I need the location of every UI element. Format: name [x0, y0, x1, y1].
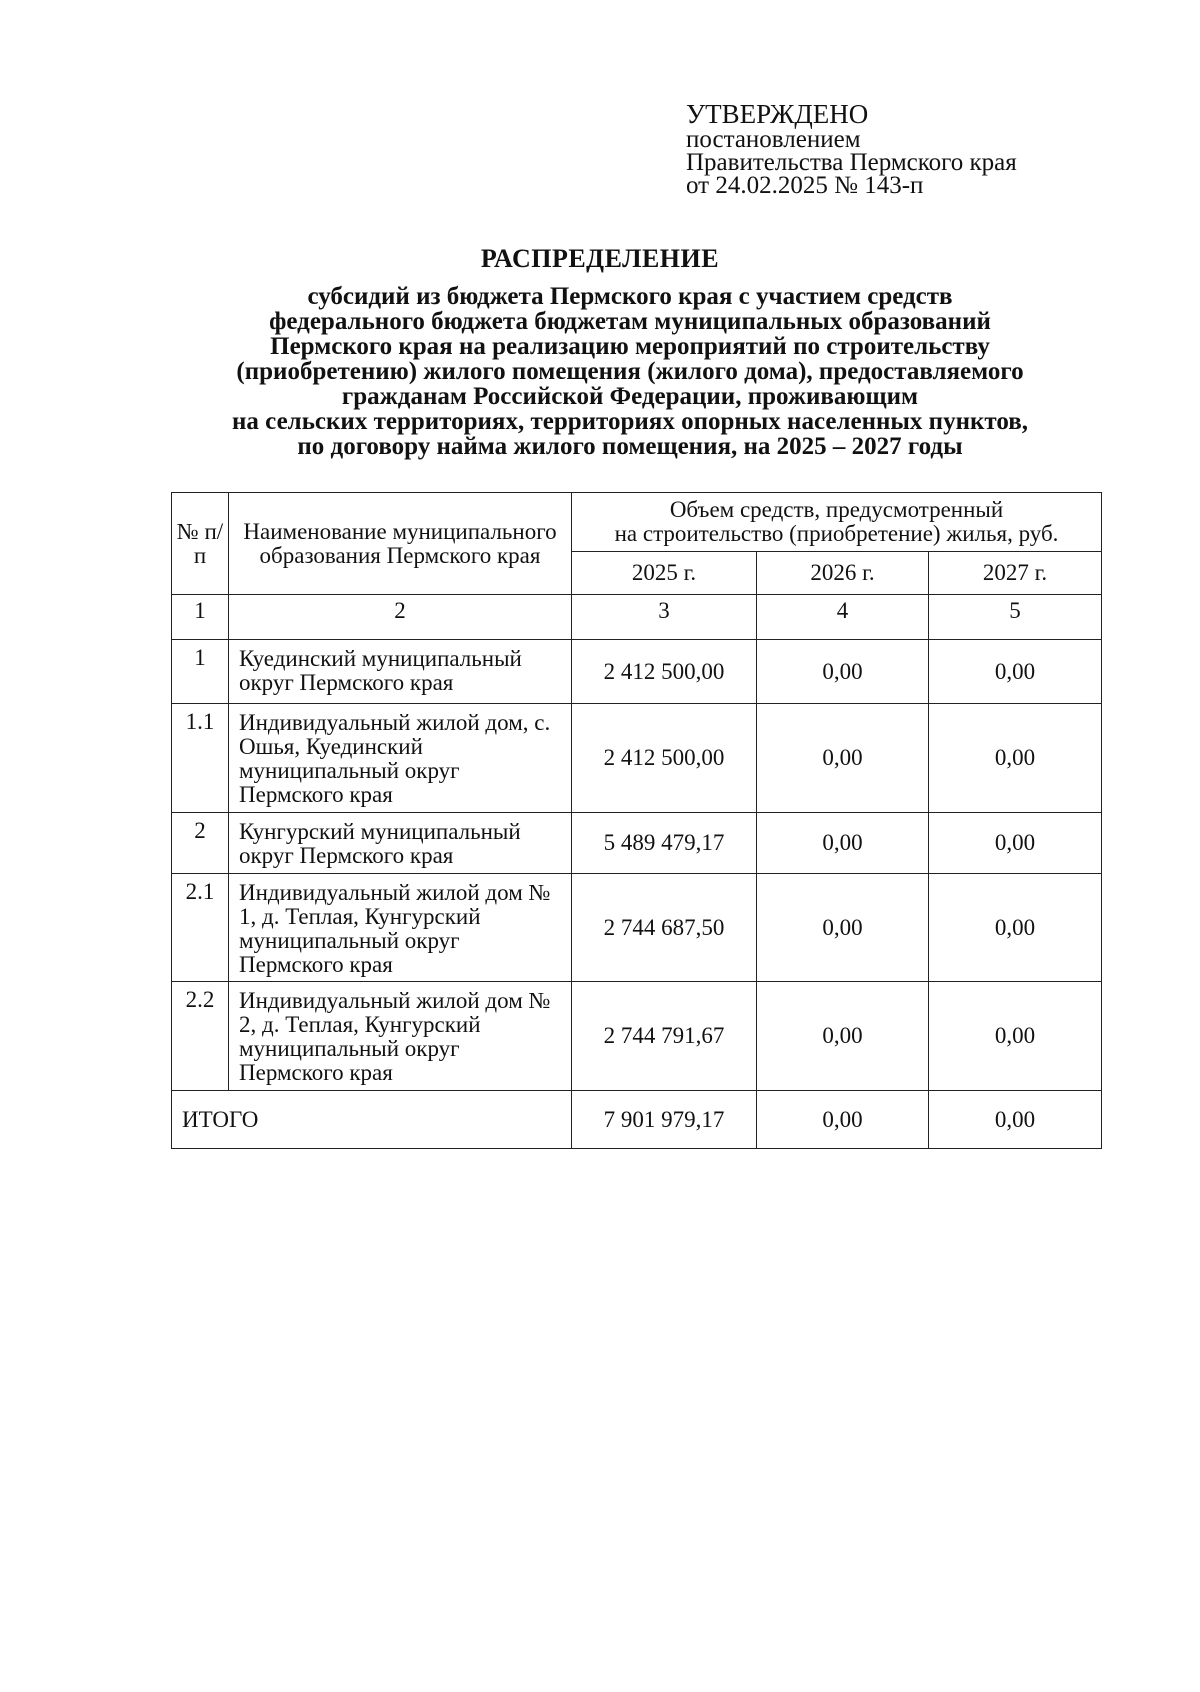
row-value-2025: 2 412 500,00 — [572, 704, 757, 813]
row-name: Кунгурский муниципальный округ Пермского края — [229, 813, 572, 874]
header-year-2026: 2026 г. — [757, 552, 929, 595]
table-row — [172, 640, 1102, 704]
row-value-2026: 0,00 — [757, 982, 929, 1091]
header-volume-line-2: на строительство (приобретение) жилья, руб. — [614, 521, 1059, 546]
document-title: РАСПРЕДЕЛЕНИЕ — [480, 244, 720, 273]
document-subtitle — [160, 284, 1100, 459]
row-value-2025: 2 744 687,50 — [572, 874, 757, 982]
row-number: 1.1 — [172, 704, 229, 813]
subtitle-line: на сельских территориях, территориях опорных населенных пунктов, — [232, 408, 1028, 435]
column-index: 4 — [757, 595, 929, 640]
row-number: 2.2 — [172, 982, 229, 1091]
header-volume-line-1: Объем средств, предусмотренный — [669, 497, 1004, 522]
header-volume — [572, 493, 1102, 552]
row-value-2026: 0,00 — [757, 704, 929, 813]
column-index-row — [172, 595, 1102, 640]
table-row — [172, 704, 1102, 813]
distribution-table — [171, 492, 1102, 1149]
table-row — [172, 874, 1102, 982]
subtitle-line: гражданам Российской Федерации, проживающим — [341, 383, 919, 410]
approval-line-4: от 24.02.2025 № 143-п — [686, 172, 924, 199]
row-value-2027: 0,00 — [929, 640, 1102, 704]
row-value-2025: 2 744 791,67 — [572, 982, 757, 1091]
header-number: № п/п — [172, 493, 229, 595]
column-index: 2 — [229, 595, 572, 640]
column-index: 3 — [572, 595, 757, 640]
subtitle-line: (приобретению) жилого помещения (жилого дома), предоставляемого — [236, 358, 1024, 385]
row-name: Индивидуальный жилой дом № 1, д. Теплая, Кунгурский муниципальный округ Пермского края — [229, 874, 572, 982]
table-row — [172, 813, 1102, 874]
approval-heading: УТВЕРЖДЕНО — [686, 99, 869, 129]
row-value-2027: 0,00 — [929, 704, 1102, 813]
approval-stamp — [686, 100, 1017, 197]
row-value-2025: 5 489 479,17 — [572, 813, 757, 874]
row-value-2027: 0,00 — [929, 874, 1102, 982]
total-value-2025: 7 901 979,17 — [572, 1091, 757, 1149]
row-name: Куединский муниципальный округ Пермского края — [229, 640, 572, 704]
table-row — [172, 982, 1102, 1091]
subtitle-line: субсидий из бюджета Пермского края с участием средств — [307, 283, 953, 310]
total-value-2027: 0,00 — [929, 1091, 1102, 1149]
subtitle-line: Пермского края на реализацию мероприятий по строительству — [270, 333, 990, 360]
header-year-2025: 2025 г. — [572, 552, 757, 595]
row-name: Индивидуальный жилой дом № 2, д. Теплая, Кунгурский муниципальный округ Пермского края — [229, 982, 572, 1091]
row-value-2025: 2 412 500,00 — [572, 640, 757, 704]
row-number: 2 — [172, 813, 229, 874]
approval-line-2: постановлением — [686, 126, 861, 153]
row-value-2026: 0,00 — [757, 640, 929, 704]
header-municipality: Наименование муниципального образования Пермского края — [229, 493, 572, 595]
subtitle-line: по договору найма жилого помещения, на 2025 – 2027 годы — [297, 433, 963, 460]
total-label: ИТОГО — [172, 1091, 572, 1149]
header-year-2027: 2027 г. — [929, 552, 1102, 595]
approval-line-3: Правительства Пермского края — [686, 149, 1017, 176]
subtitle-line: федерального бюджета бюджетам муниципальных образований — [269, 308, 991, 335]
row-number: 1 — [172, 640, 229, 704]
row-value-2026: 0,00 — [757, 813, 929, 874]
column-index: 5 — [929, 595, 1102, 640]
column-index: 1 — [172, 595, 229, 640]
table-header-row — [172, 493, 1102, 552]
row-value-2027: 0,00 — [929, 813, 1102, 874]
row-name: Индивидуальный жилой дом, с. Ошья, Куединский муниципальный округ Пермского края — [229, 704, 572, 813]
row-value-2026: 0,00 — [757, 874, 929, 982]
row-number: 2.1 — [172, 874, 229, 982]
row-value-2027: 0,00 — [929, 982, 1102, 1091]
table-total-row — [172, 1091, 1102, 1149]
total-value-2026: 0,00 — [757, 1091, 929, 1149]
